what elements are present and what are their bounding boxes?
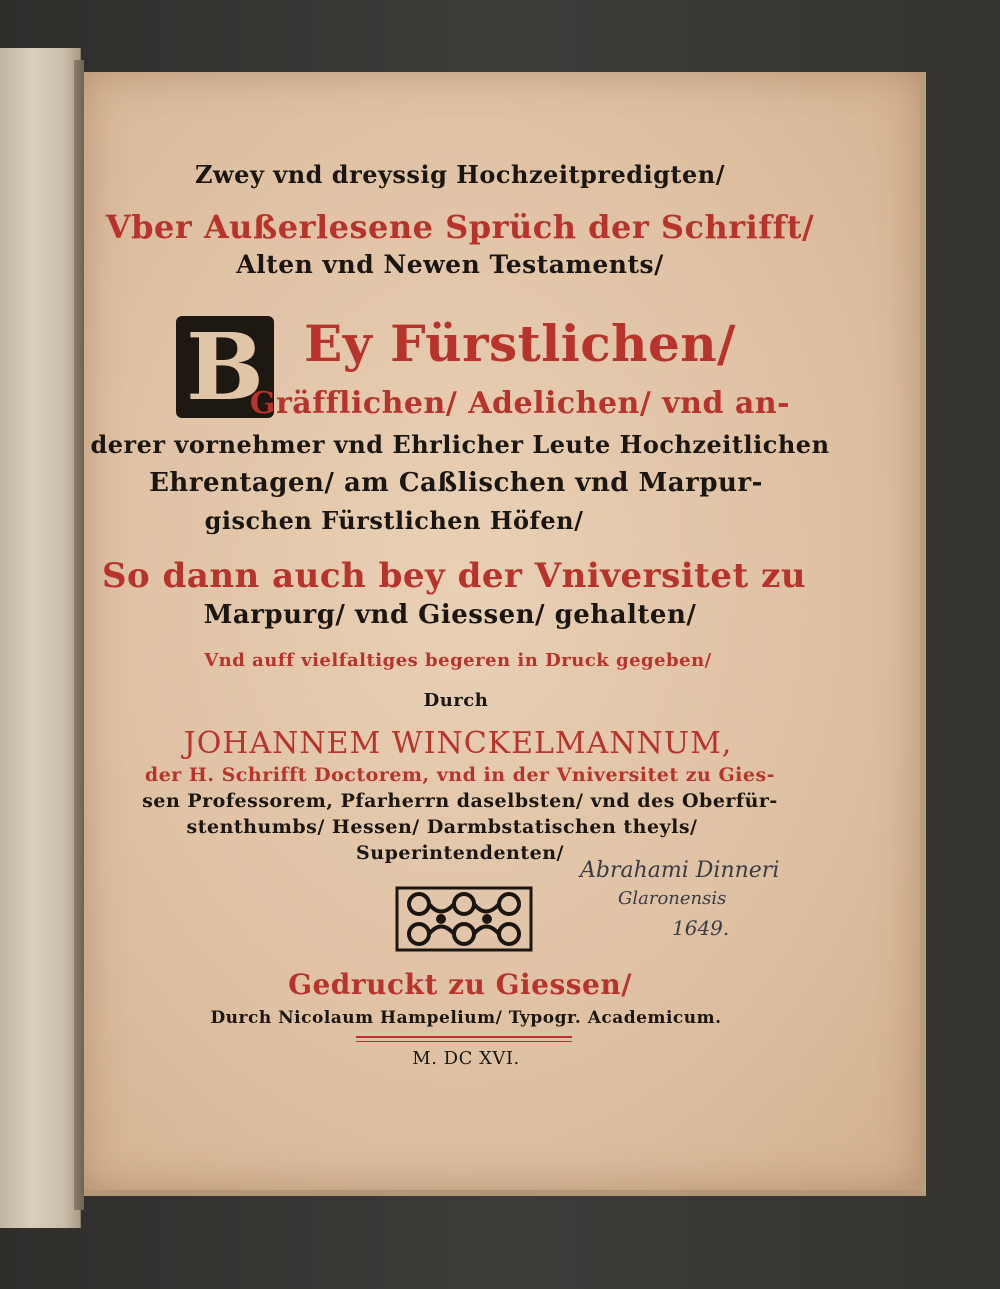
title-line-11: Vnd auff vielfaltiges begeren in Druck gegeben/ [204, 650, 712, 671]
title-line-6: derer vornehmer vnd Ehrlicher Leute Hochzeitlichen [90, 430, 830, 459]
title-line-15: sen Professorem, Pfarherrn daselbsten/ vnd des Oberfür- [142, 790, 778, 812]
title-line-3: Alten vnd Newen Testaments/ [236, 250, 664, 279]
imprint-year: M. DC XVI. [412, 1048, 520, 1069]
title-line-9: So dann auch bey der Vniversitet zu [101, 556, 807, 596]
title-line-17: Superintendenten/ [356, 842, 564, 864]
title-line-4: Ey Fürstlichen/ [304, 314, 736, 373]
imprint-printer: Durch Nicolaum Hampelium/ Typogr. Academicum. [210, 1008, 722, 1028]
imprint-place: Gedruckt zu Giessen/ [288, 968, 632, 1001]
ownership-inscription-line-2: Glaronensis [618, 888, 727, 909]
decorated-initial: B [176, 316, 274, 418]
title-line-1: Zwey vnd dreyssig Hochzeitpredigten/ [195, 160, 725, 189]
title-line-5: Gräfflichen/ Adelichen/ vnd an- [249, 386, 791, 421]
ownership-inscription-line-3: 1649. [672, 916, 730, 940]
title-line-10: Marpurg/ vnd Giessen/ gehalten/ [203, 600, 697, 630]
ownership-inscription-line-1: Abrahami Dinneri [580, 858, 780, 883]
title-line-2: Vber Außerlesene Sprüch der Schrifft/ [105, 208, 815, 246]
title-line-14: der H. Schrifft Doctorem, vnd in der Vniversitet zu Gies- [144, 764, 776, 786]
red-rule-1 [356, 1036, 572, 1038]
title-line-12: Durch [423, 690, 489, 711]
red-rule-2 [356, 1041, 572, 1042]
author-name: JOHANNEM WINCKELMANNUM, [183, 726, 733, 761]
title-line-16: stenthumbs/ Hessen/ Darmbstatischen theyls/ [186, 816, 698, 838]
title-line-7: Ehrentagen/ am Caßlischen vnd Marpur- [149, 468, 763, 498]
printers-ornament [395, 886, 533, 952]
title-line-8: gischen Fürstlichen Höfen/ [204, 506, 584, 535]
